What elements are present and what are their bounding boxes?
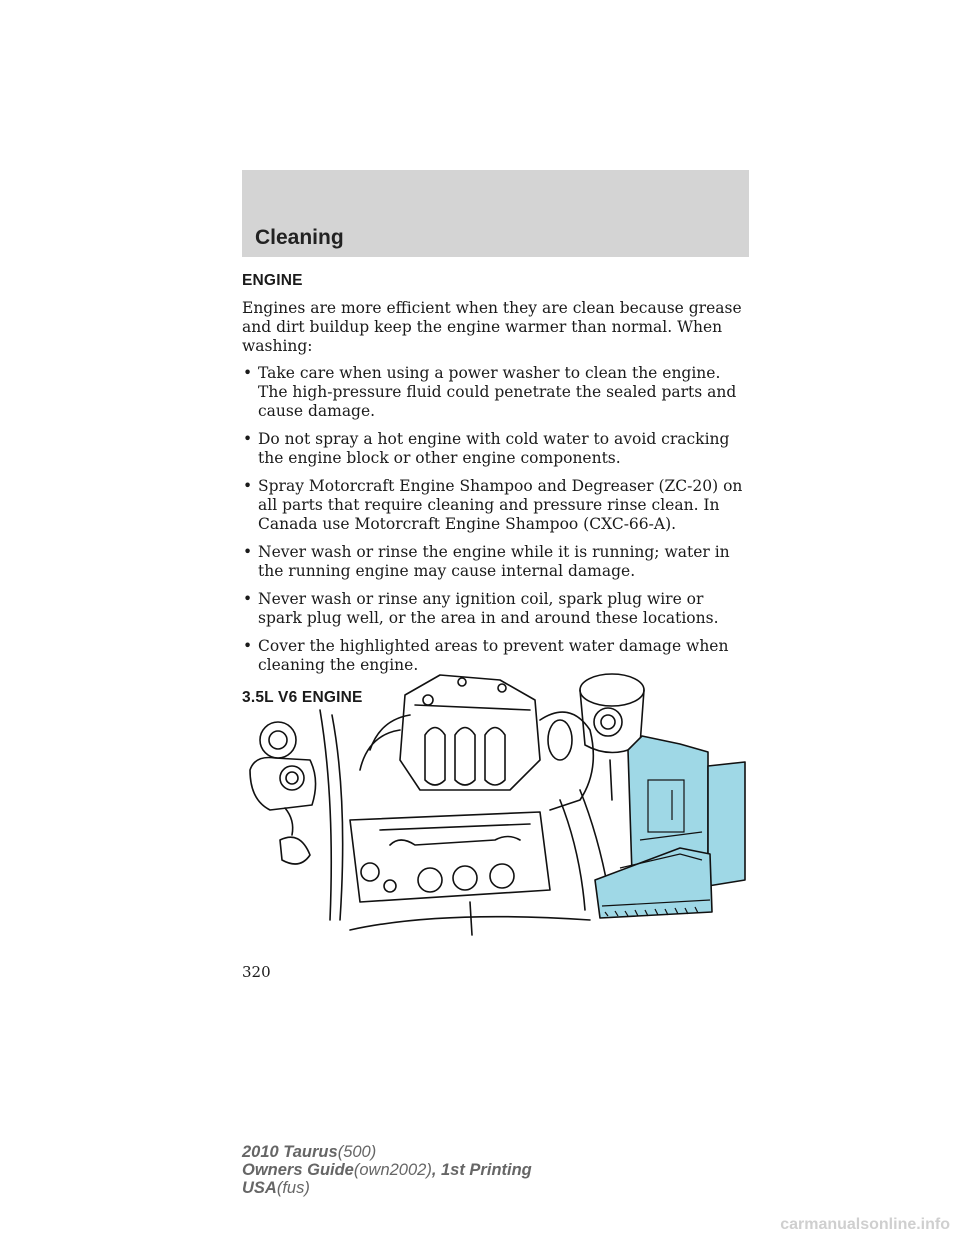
bullet-icon: •	[243, 430, 253, 448]
footer	[242, 1143, 532, 1197]
bullet-list	[242, 364, 752, 675]
list-item: • Do not spray a hot engine with cold water to avoid cracking the engine block or other engine components.	[243, 430, 730, 467]
page-number: 320	[242, 963, 271, 981]
engine-illustration	[240, 640, 750, 940]
intro-paragraph: Engines are more efficient when they are clean because grease and dirt buildup keep the engine warmer than normal. When washing:	[242, 299, 742, 355]
list-item: • Cover the highlighted areas to prevent water damage when cleaning the engine.	[243, 637, 729, 674]
footer-line-2: Owners Guide(own2002), 1st Printing	[242, 1161, 532, 1179]
footer-line-1: 2010 Taurus(500)	[242, 1143, 377, 1161]
page-title: Cleaning	[255, 226, 344, 249]
bullet-icon: •	[243, 477, 253, 495]
section-heading: ENGINE	[242, 272, 303, 289]
list-item: • Take care when using a power washer to clean the engine. The high-pressure fluid could penetrate the sealed parts and cause damage.	[243, 364, 737, 420]
bullet-icon: •	[243, 543, 253, 561]
list-item: • Never wash or rinse the engine while it is running; water in the running engine may cause internal damage.	[243, 543, 730, 580]
figure-heading: 3.5L V6 ENGINE	[242, 689, 363, 706]
bullet-icon: •	[243, 637, 253, 655]
bullet-icon: •	[243, 590, 253, 608]
bullet-icon: •	[243, 364, 253, 382]
footer-line-3: USA(fus)	[242, 1179, 310, 1197]
list-item: • Spray Motorcraft Engine Shampoo and Degreaser (ZC-20) on all parts that require cleaning and pressure rinse clean. In Canada use Motorcraft Engine Shampoo (CXC-66-A).	[243, 477, 743, 533]
list-item: • Never wash or rinse any ignition coil, spark plug wire or spark plug well, or the area in and around these locations.	[243, 590, 719, 627]
watermark: carmanualsonline.info	[780, 1216, 950, 1233]
